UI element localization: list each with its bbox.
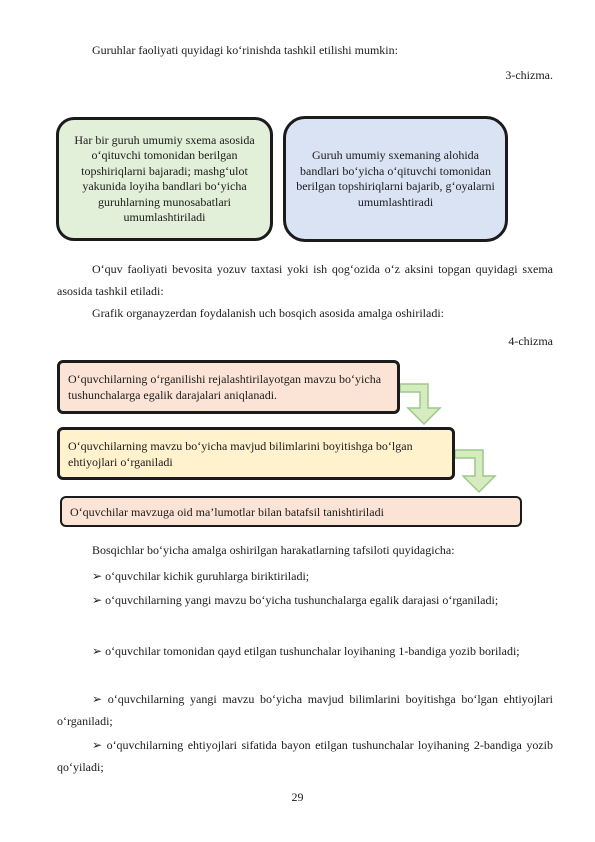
details-intro: Bosqichlar bo‘yicha amalga oshirilgan harakatlarning tafsiloti quyidagicha: — [92, 543, 455, 557]
figure-3-box-right — [283, 116, 508, 242]
bullet-arrow-icon: ➢ — [92, 569, 103, 583]
bullet-arrow-icon: ➢ — [92, 738, 103, 752]
page-number: 29 — [291, 790, 304, 804]
bullet-arrow-icon: ➢ — [92, 644, 103, 658]
intro-line: Guruhlar faoliyati quyidagi ko‘rinishda tashkil etilishi mumkin: — [92, 43, 398, 57]
figure-4-label: 4-chizma — [508, 334, 553, 348]
bullet-text: o‘quvchilarning ehtiyojlari sifatida bayon etilgan tushunchalar loyihaning 2-bandiga yozib qo‘yiladi; — [57, 738, 554, 774]
figure-4-step-1-text: O‘quvchilarning o‘rganilishi rejalashtirilayotgan mavzu bo‘yicha tushunchalarga egalik darajalari aniqlanadi. — [68, 372, 382, 402]
figure-3-box-left — [56, 117, 273, 241]
figure-4-step-3-text: O‘quvchilar mavzuga oid ma’lumotlar bilan batafsil tanishtiriladi — [70, 504, 384, 519]
bullet-text: o‘quvchilarning yangi mavzu bo‘yicha mavjud bilimlarini boyitishga bo‘lgan ehtiyojlari o‘rganiladi; — [57, 692, 553, 728]
bullet-item — [57, 734, 553, 778]
bullet-text: o‘quvchilarning yangi mavzu bo‘yicha tushunchalarga egalik darajasi o‘rganiladi; — [105, 593, 499, 607]
figure-3-box-left-text: Har bir guruh umumiy sxema asosida o‘qituvchi tomonidan berilgan topshiriqlarni bajaradi; mashg‘ulot yakunida loyiha bandlari bo‘yicha guruhlarning munosabatlari umumlashtiriladi — [74, 132, 255, 224]
bullet-item — [57, 688, 553, 732]
figure-4-step-2 — [57, 427, 455, 480]
figure-3-box-right-text: Guruh umumiy sxemaning alohida bandlari bo‘yicha o‘qituvchi tomonidan berilgan topshiriqlarni bajarib, g‘oyalarni umumlashtiradi — [296, 148, 495, 209]
bullet-item — [57, 640, 553, 662]
paragraph-organizer: Grafik organayzerdan foydalanish uch bosqich asosida amalga oshiriladi: — [92, 306, 445, 320]
figure-4-step-3 — [60, 496, 522, 527]
figure-4-step-2-text: O‘quvchilarning mavzu bo‘yicha mavjud bilimlarini boyitishga bo‘lgan ehtiyojlari o‘rganiladi — [68, 438, 413, 469]
bent-arrow-1-icon — [398, 378, 448, 428]
bullet-arrow-icon: ➢ — [92, 593, 103, 607]
paragraph-problem: O‘quv faoliyati bevosita yozuv taxtasi yoki ish qog‘ozida o‘z aksini topgan quyidagi sxema asosida tashkil etiladi: — [57, 262, 553, 298]
bullet-item — [57, 565, 553, 587]
bullet-item — [57, 589, 553, 611]
figure-4-step-1 — [57, 360, 400, 414]
bullet-text: o‘quvchilar kichik guruhlarga biriktiriladi; — [105, 569, 310, 583]
bent-arrow-2-icon — [453, 444, 503, 496]
bullet-arrow-icon: ➢ — [92, 692, 103, 706]
figure-3-label: 3-chizma. — [505, 68, 553, 82]
bullet-text: o‘quvchilar tomonidan qayd etilgan tushunchalar loyihaning 1-bandiga yozib boriladi; — [105, 644, 520, 658]
